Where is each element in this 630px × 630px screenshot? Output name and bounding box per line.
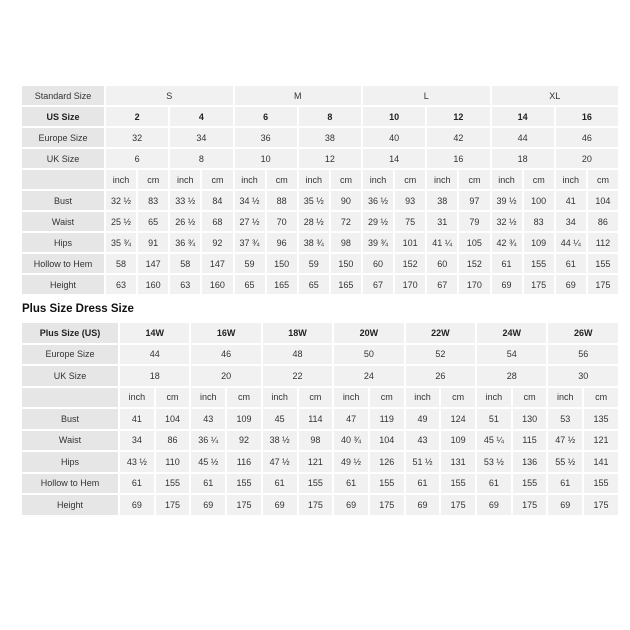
measure-cell: 147: [138, 254, 168, 273]
table-row: [22, 495, 618, 515]
measure-cell: 69: [556, 275, 586, 294]
standard-size-chart: [20, 90, 620, 300]
measure-cell: 47: [334, 409, 368, 429]
measure-cell: 33 ½: [170, 191, 200, 210]
measure-cell: 38 ½: [263, 431, 297, 451]
measure-cell: 160: [138, 275, 168, 294]
measure-cell: 69: [548, 495, 582, 515]
measure-cell: 36 ¼: [191, 431, 225, 451]
unit-cell: cm: [441, 388, 475, 408]
unit-cell: cm: [227, 388, 261, 408]
measure-cell: 43: [191, 409, 225, 429]
unit-cell: inch: [427, 170, 457, 189]
measure-cell: 65: [235, 275, 265, 294]
measure-cell: 175: [441, 495, 475, 515]
measure-cell: 91: [138, 233, 168, 252]
measure-cell: 109: [227, 409, 261, 429]
table-row: [22, 128, 618, 147]
measure-cell: 152: [395, 254, 425, 273]
measure-cell: 175: [370, 495, 404, 515]
unit-cell: inch: [263, 388, 297, 408]
measure-cell: 84: [202, 191, 232, 210]
unit-cell: inch: [170, 170, 200, 189]
measure-cell: 96: [267, 233, 297, 252]
unit-cell: inch: [406, 388, 440, 408]
measure-cell: 175: [156, 495, 190, 515]
measure-cell: 32 ½: [106, 191, 136, 210]
measure-cell: 61: [120, 474, 154, 494]
measure-cell: 79: [459, 212, 489, 231]
measure-cell: 35 ½: [299, 191, 329, 210]
measure-cell: 155: [584, 474, 618, 494]
table-row: [22, 474, 618, 494]
measure-cell: 155: [227, 474, 261, 494]
measure-cell: 38 ¾: [299, 233, 329, 252]
measure-cell: 28 ½: [299, 212, 329, 231]
size-cell: 14: [492, 107, 554, 126]
measure-cell: 61: [477, 474, 511, 494]
measure-cell: 100: [524, 191, 554, 210]
unit-cell: inch: [363, 170, 393, 189]
unit-cell: inch: [191, 388, 225, 408]
size-cell: 26W: [548, 323, 618, 343]
measure-cell: 112: [588, 233, 618, 252]
measure-cell: 155: [370, 474, 404, 494]
measure-cell: 69: [477, 495, 511, 515]
measure-cell: 124: [441, 409, 475, 429]
measure-cell: 152: [459, 254, 489, 273]
size-group-cell: XL: [492, 86, 619, 105]
size-cell: 24W: [477, 323, 546, 343]
size-cell: 26: [406, 366, 475, 386]
size-cell: 30: [548, 366, 618, 386]
measure-cell: 53: [548, 409, 582, 429]
unit-cell: inch: [492, 170, 522, 189]
measure-cell: 39 ½: [492, 191, 522, 210]
measure-cell: 97: [459, 191, 489, 210]
measure-cell: 155: [513, 474, 547, 494]
size-cell: 28: [477, 366, 546, 386]
measure-cell: 61: [492, 254, 522, 273]
measure-cell: 70: [267, 212, 297, 231]
row-label: UK Size: [22, 149, 104, 168]
measure-cell: 150: [267, 254, 297, 273]
row-label: Hips: [22, 233, 104, 252]
unit-cell: cm: [299, 388, 333, 408]
measure-cell: 105: [459, 233, 489, 252]
table-row: [22, 345, 618, 365]
measure-cell: 37 ¾: [235, 233, 265, 252]
measure-cell: 61: [548, 474, 582, 494]
measure-cell: 61: [556, 254, 586, 273]
plus-size-table: [20, 321, 620, 517]
unit-cell: inch: [235, 170, 265, 189]
measure-cell: 147: [202, 254, 232, 273]
row-label: Plus Size (US): [22, 323, 118, 343]
unit-cell: cm: [513, 388, 547, 408]
measure-cell: 175: [227, 495, 261, 515]
measure-cell: 135: [584, 409, 618, 429]
measure-cell: 45 ¼: [477, 431, 511, 451]
measure-cell: 61: [263, 474, 297, 494]
measure-cell: 86: [588, 212, 618, 231]
size-cell: 34: [170, 128, 232, 147]
unit-cell: cm: [331, 170, 361, 189]
size-cell: 12: [299, 149, 361, 168]
size-cell: 14W: [120, 323, 189, 343]
measure-cell: 165: [331, 275, 361, 294]
table-row: [22, 275, 618, 294]
table-row: [22, 366, 618, 386]
measure-cell: 32 ½: [492, 212, 522, 231]
measure-cell: 130: [513, 409, 547, 429]
table-row: [22, 107, 618, 126]
measure-cell: 34: [556, 212, 586, 231]
blank-cell: [22, 170, 104, 189]
size-cell: 10: [363, 107, 425, 126]
size-cell: 4: [170, 107, 232, 126]
measure-cell: 53 ½: [477, 452, 511, 472]
measure-cell: 27 ½: [235, 212, 265, 231]
measure-cell: 51: [477, 409, 511, 429]
measure-cell: 59: [299, 254, 329, 273]
unit-cell: cm: [156, 388, 190, 408]
unit-cell: inch: [548, 388, 582, 408]
size-cell: 18W: [263, 323, 332, 343]
measure-cell: 92: [227, 431, 261, 451]
measure-cell: 49: [406, 409, 440, 429]
measure-cell: 63: [170, 275, 200, 294]
measure-cell: 116: [227, 452, 261, 472]
measure-cell: 155: [156, 474, 190, 494]
measure-cell: 155: [588, 254, 618, 273]
measure-cell: 65: [299, 275, 329, 294]
measure-cell: 68: [202, 212, 232, 231]
measure-cell: 155: [441, 474, 475, 494]
measure-cell: 136: [513, 452, 547, 472]
table-row: [22, 254, 618, 273]
measure-cell: 93: [395, 191, 425, 210]
measure-cell: 36 ¾: [170, 233, 200, 252]
row-label: US Size: [22, 107, 104, 126]
measure-cell: 98: [331, 233, 361, 252]
measure-cell: 44 ¼: [556, 233, 586, 252]
size-cell: 40: [363, 128, 425, 147]
unit-cell: cm: [267, 170, 297, 189]
table-row: [22, 233, 618, 252]
size-cell: 8: [299, 107, 361, 126]
measure-cell: 110: [156, 452, 190, 472]
size-cell: 56: [548, 345, 618, 365]
measure-cell: 51 ½: [406, 452, 440, 472]
size-cell: 12: [427, 107, 489, 126]
row-label: Bust: [22, 409, 118, 429]
size-cell: 22W: [406, 323, 475, 343]
row-label: Height: [22, 495, 118, 515]
size-cell: 2: [106, 107, 168, 126]
table-row: [22, 452, 618, 472]
row-label: Waist: [22, 431, 118, 451]
measure-cell: 170: [459, 275, 489, 294]
row-label: Europe Size: [22, 345, 118, 365]
table-row: [22, 149, 618, 168]
measure-cell: 35 ¾: [106, 233, 136, 252]
measure-cell: 121: [584, 431, 618, 451]
size-group-cell: M: [235, 86, 362, 105]
unit-cell: inch: [556, 170, 586, 189]
row-label: Europe Size: [22, 128, 104, 147]
size-cell: 24: [334, 366, 403, 386]
measure-cell: 101: [395, 233, 425, 252]
size-cell: 50: [334, 345, 403, 365]
size-cell: 20W: [334, 323, 403, 343]
table-row: [22, 388, 618, 408]
unit-cell: inch: [120, 388, 154, 408]
size-group-cell: L: [363, 86, 490, 105]
unit-cell: cm: [524, 170, 554, 189]
size-cell: 46: [556, 128, 618, 147]
measure-cell: 25 ½: [106, 212, 136, 231]
size-cell: 54: [477, 345, 546, 365]
unit-cell: cm: [588, 170, 618, 189]
size-cell: 44: [492, 128, 554, 147]
size-cell: 14: [363, 149, 425, 168]
measure-cell: 43: [406, 431, 440, 451]
measure-cell: 83: [138, 191, 168, 210]
measure-cell: 88: [267, 191, 297, 210]
measure-cell: 98: [299, 431, 333, 451]
size-cell: 16: [556, 107, 618, 126]
size-cell: 16: [427, 149, 489, 168]
measure-cell: 175: [588, 275, 618, 294]
size-cell: 32: [106, 128, 168, 147]
measure-cell: 69: [120, 495, 154, 515]
size-cell: 48: [263, 345, 332, 365]
measure-cell: 109: [524, 233, 554, 252]
measure-cell: 59: [235, 254, 265, 273]
measure-cell: 170: [395, 275, 425, 294]
unit-cell: inch: [299, 170, 329, 189]
table-row: [22, 323, 618, 343]
unit-cell: cm: [202, 170, 232, 189]
measure-cell: 69: [492, 275, 522, 294]
measure-cell: 155: [299, 474, 333, 494]
measure-cell: 58: [170, 254, 200, 273]
measure-cell: 160: [202, 275, 232, 294]
measure-cell: 36 ½: [363, 191, 393, 210]
measure-cell: 86: [156, 431, 190, 451]
measure-cell: 41 ¼: [427, 233, 457, 252]
measure-cell: 63: [106, 275, 136, 294]
measure-cell: 58: [106, 254, 136, 273]
measure-cell: 104: [370, 431, 404, 451]
unit-cell: cm: [138, 170, 168, 189]
measure-cell: 175: [299, 495, 333, 515]
measure-cell: 115: [513, 431, 547, 451]
blank-cell: [22, 388, 118, 408]
table-row: [22, 170, 618, 189]
measure-cell: 109: [441, 431, 475, 451]
table-row: [22, 409, 618, 429]
measure-cell: 121: [299, 452, 333, 472]
unit-cell: inch: [106, 170, 136, 189]
measure-cell: 47 ½: [548, 431, 582, 451]
size-cell: 16W: [191, 323, 260, 343]
row-label: Bust: [22, 191, 104, 210]
measure-cell: 49 ½: [334, 452, 368, 472]
unit-cell: cm: [395, 170, 425, 189]
measure-cell: 104: [588, 191, 618, 210]
size-cell: 6: [235, 107, 297, 126]
table-row: [22, 431, 618, 451]
measure-cell: 61: [334, 474, 368, 494]
standard-size-table: [20, 84, 620, 296]
measure-cell: 114: [299, 409, 333, 429]
measure-cell: 67: [363, 275, 393, 294]
measure-cell: 41: [120, 409, 154, 429]
measure-cell: 72: [331, 212, 361, 231]
size-cell: 8: [170, 149, 232, 168]
size-cell: 36: [235, 128, 297, 147]
table-row: [22, 191, 618, 210]
measure-cell: 141: [584, 452, 618, 472]
size-cell: 6: [106, 149, 168, 168]
measure-cell: 175: [584, 495, 618, 515]
measure-cell: 29 ½: [363, 212, 393, 231]
measure-cell: 69: [334, 495, 368, 515]
measure-cell: 67: [427, 275, 457, 294]
row-label: Standard Size: [22, 86, 104, 105]
measure-cell: 26 ½: [170, 212, 200, 231]
measure-cell: 83: [524, 212, 554, 231]
unit-cell: cm: [459, 170, 489, 189]
measure-cell: 126: [370, 452, 404, 472]
size-cell: 38: [299, 128, 361, 147]
measure-cell: 47 ½: [263, 452, 297, 472]
measure-cell: 43 ½: [120, 452, 154, 472]
measure-cell: 92: [202, 233, 232, 252]
unit-cell: cm: [584, 388, 618, 408]
measure-cell: 41: [556, 191, 586, 210]
measure-cell: 175: [524, 275, 554, 294]
measure-cell: 45 ½: [191, 452, 225, 472]
table-row: [22, 86, 618, 105]
measure-cell: 69: [263, 495, 297, 515]
row-label: Height: [22, 275, 104, 294]
measure-cell: 61: [191, 474, 225, 494]
size-group-cell: S: [106, 86, 233, 105]
table-row: [22, 212, 618, 231]
measure-cell: 42 ¾: [492, 233, 522, 252]
measure-cell: 31: [427, 212, 457, 231]
unit-cell: cm: [370, 388, 404, 408]
measure-cell: 90: [331, 191, 361, 210]
measure-cell: 34 ½: [235, 191, 265, 210]
measure-cell: 55 ½: [548, 452, 582, 472]
unit-cell: inch: [477, 388, 511, 408]
row-label: UK Size: [22, 366, 118, 386]
measure-cell: 34: [120, 431, 154, 451]
size-cell: 10: [235, 149, 297, 168]
measure-cell: 40 ¾: [334, 431, 368, 451]
size-cell: 20: [556, 149, 618, 168]
size-cell: 20: [191, 366, 260, 386]
size-cell: 46: [191, 345, 260, 365]
measure-cell: 165: [267, 275, 297, 294]
size-cell: 42: [427, 128, 489, 147]
measure-cell: 119: [370, 409, 404, 429]
size-cell: 52: [406, 345, 475, 365]
measure-cell: 69: [191, 495, 225, 515]
measure-cell: 69: [406, 495, 440, 515]
size-cell: 18: [120, 366, 189, 386]
measure-cell: 131: [441, 452, 475, 472]
size-cell: 44: [120, 345, 189, 365]
row-label: Hollow to Hem: [22, 474, 118, 494]
measure-cell: 45: [263, 409, 297, 429]
measure-cell: 104: [156, 409, 190, 429]
unit-cell: inch: [334, 388, 368, 408]
row-label: Waist: [22, 212, 104, 231]
size-cell: 18: [492, 149, 554, 168]
size-cell: 22: [263, 366, 332, 386]
plus-size-title: Plus Size Dress Size: [22, 303, 134, 315]
measure-cell: 39 ¾: [363, 233, 393, 252]
row-label: Hips: [22, 452, 118, 472]
measure-cell: 150: [331, 254, 361, 273]
measure-cell: 38: [427, 191, 457, 210]
measure-cell: 75: [395, 212, 425, 231]
measure-cell: 60: [427, 254, 457, 273]
measure-cell: 61: [406, 474, 440, 494]
measure-cell: 175: [513, 495, 547, 515]
measure-cell: 155: [524, 254, 554, 273]
measure-cell: 60: [363, 254, 393, 273]
measure-cell: 65: [138, 212, 168, 231]
row-label: Hollow to Hem: [22, 254, 104, 273]
